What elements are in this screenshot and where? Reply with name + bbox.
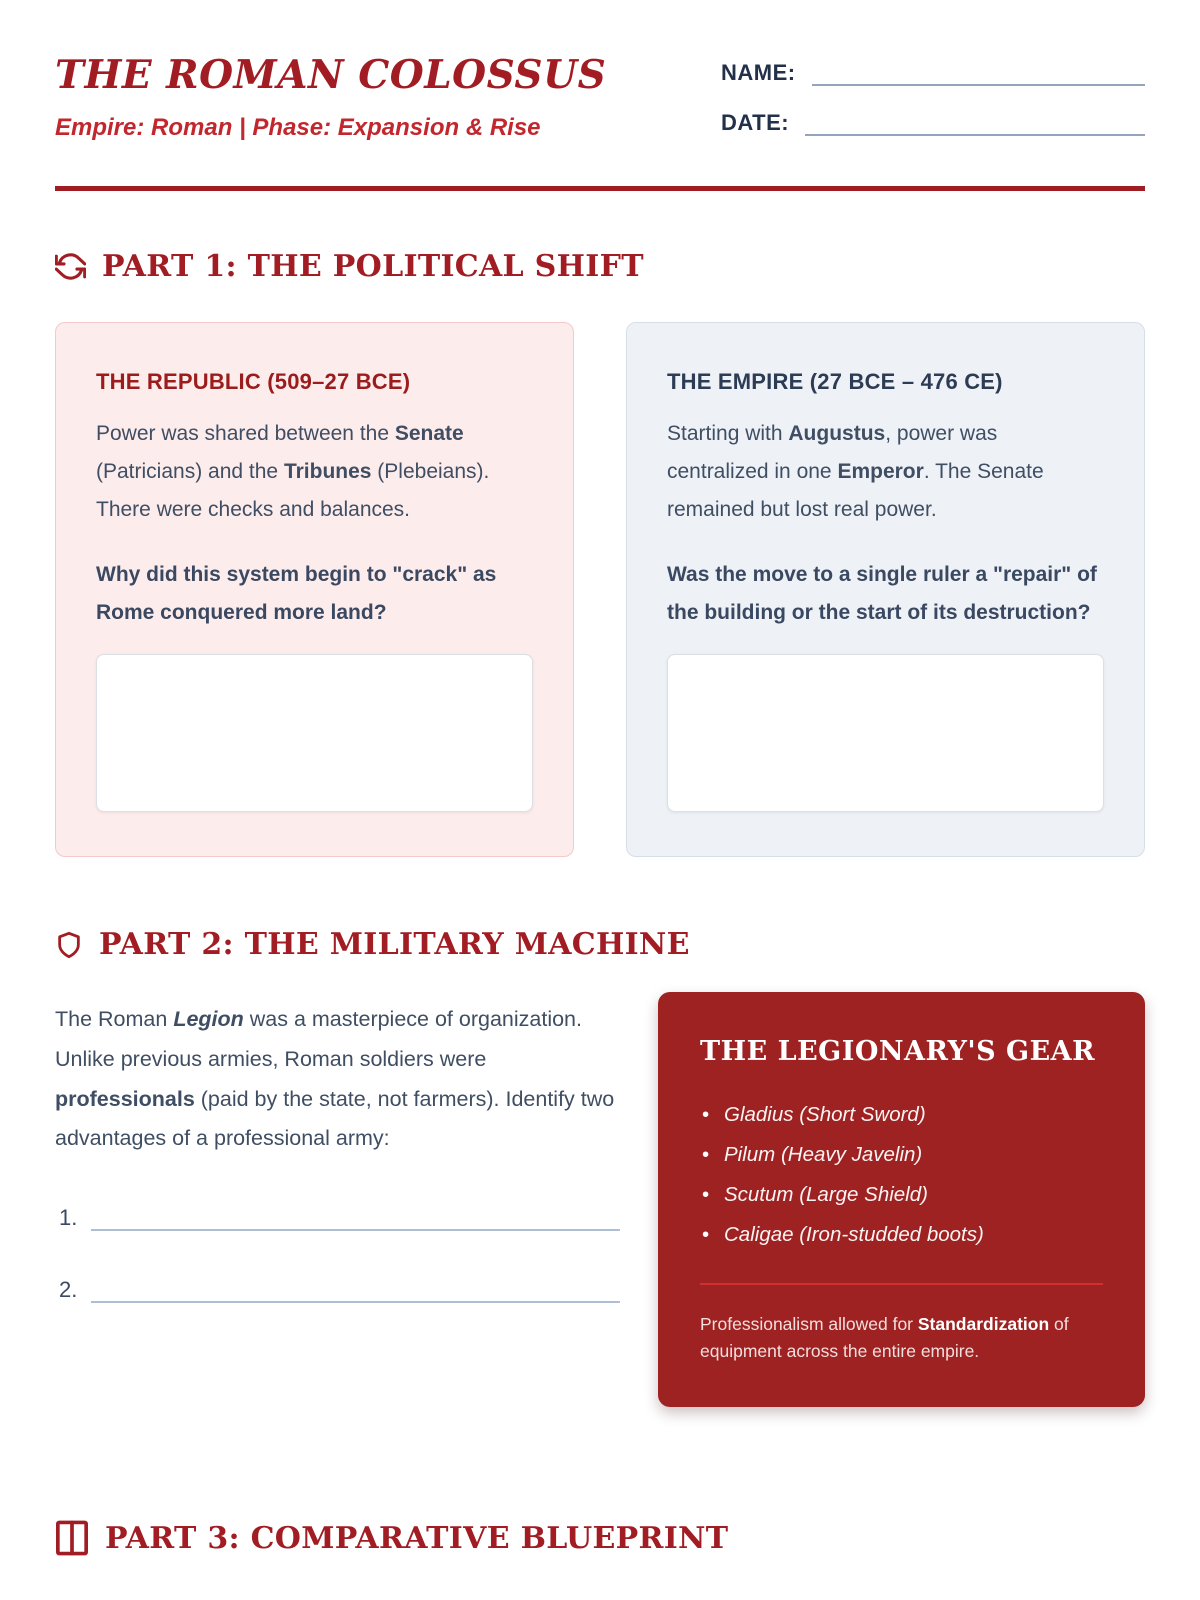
part2-intro: The Roman Legion was a masterpiece of organization. Unlike previous armies, Roman soldiers were professionals (paid by the state, not farmers). Identify two advantages of a professional army:: [55, 1007, 615, 1151]
empire-answer-box[interactable]: [667, 654, 1104, 812]
empire-card-heading: THE EMPIRE (27 BCE – 476 CE): [667, 369, 1003, 394]
part1-heading: [55, 249, 1145, 284]
name-label: NAME:: [721, 60, 796, 85]
part2-left-column: [55, 992, 620, 1407]
republic-card: [55, 322, 574, 857]
advantage-line-1[interactable]: [91, 1203, 620, 1231]
part2-heading: [55, 927, 1145, 962]
date-field-row: [721, 106, 1145, 136]
header-fields: [721, 52, 1145, 156]
page-title: THE ROMAN COLOSSUS: [55, 52, 607, 98]
republic-answer-box[interactable]: [96, 654, 533, 812]
gear-note: Professionalism allowed for Standardization of equipment across the entire empire.: [700, 1313, 1069, 1362]
advantage-line-2[interactable]: [91, 1275, 620, 1303]
advantage-number-2: 2.: [59, 1277, 78, 1303]
header-divider: [55, 186, 1145, 191]
header-title-block: [55, 52, 606, 142]
header: [55, 52, 1145, 156]
gear-item: • Scutum (Large Shield): [700, 1175, 1103, 1215]
gear-item: • Caligae (Iron-studded boots): [700, 1215, 1103, 1255]
empire-card: [626, 322, 1145, 857]
date-input-line[interactable]: [805, 106, 1145, 136]
legionary-gear-card: [658, 992, 1145, 1407]
part2-content: [55, 992, 1145, 1407]
advantage-row-1: [55, 1203, 620, 1231]
gear-card-divider: [700, 1283, 1103, 1285]
part1-cards: [55, 322, 1145, 857]
gear-item: • Gladius (Short Sword): [700, 1095, 1103, 1135]
section-part2: [55, 927, 1145, 1407]
part3-heading-text: PART 3: COMPARATIVE BLUEPRINT: [105, 1520, 729, 1556]
advantage-row-2: [55, 1275, 620, 1303]
name-field-row: [721, 56, 1145, 86]
empire-question: Was the move to a single ruler a "repair" of the building or the start of its destruction?: [667, 562, 1097, 624]
section-part3: [55, 1519, 1145, 1557]
page-subtitle: Empire: Roman | Phase: Expansion & Rise: [55, 114, 541, 141]
advantage-number-1: 1.: [59, 1205, 78, 1231]
republic-card-body: Power was shared between the Senate (Patricians) and the Tribunes (Plebeians). There were checks and balances.: [96, 422, 490, 522]
name-input-line[interactable]: [812, 56, 1145, 86]
gear-card-heading: THE LEGIONARY'S GEAR: [700, 1036, 1096, 1068]
columns-icon: [55, 1519, 89, 1557]
refresh-icon: [55, 251, 86, 282]
part2-heading-text: PART 2: THE MILITARY MACHINE: [99, 927, 690, 963]
empire-card-body: Starting with Augustus, power was centralized in one Emperor. The Senate remained but lost real power.: [667, 422, 1044, 522]
date-label: DATE:: [721, 110, 790, 135]
section-part1: [55, 249, 1145, 857]
gear-list: [700, 1095, 1103, 1255]
gear-item: • Pilum (Heavy Javelin): [700, 1135, 1103, 1175]
republic-question: Why did this system begin to "crack" as Rome conquered more land?: [96, 562, 497, 624]
shield-icon: [55, 929, 83, 961]
part1-heading-text: PART 1: THE POLITICAL SHIFT: [102, 249, 644, 284]
republic-card-heading: THE REPUBLIC (509–27 BCE): [96, 369, 411, 394]
part3-heading: [55, 1519, 1145, 1557]
